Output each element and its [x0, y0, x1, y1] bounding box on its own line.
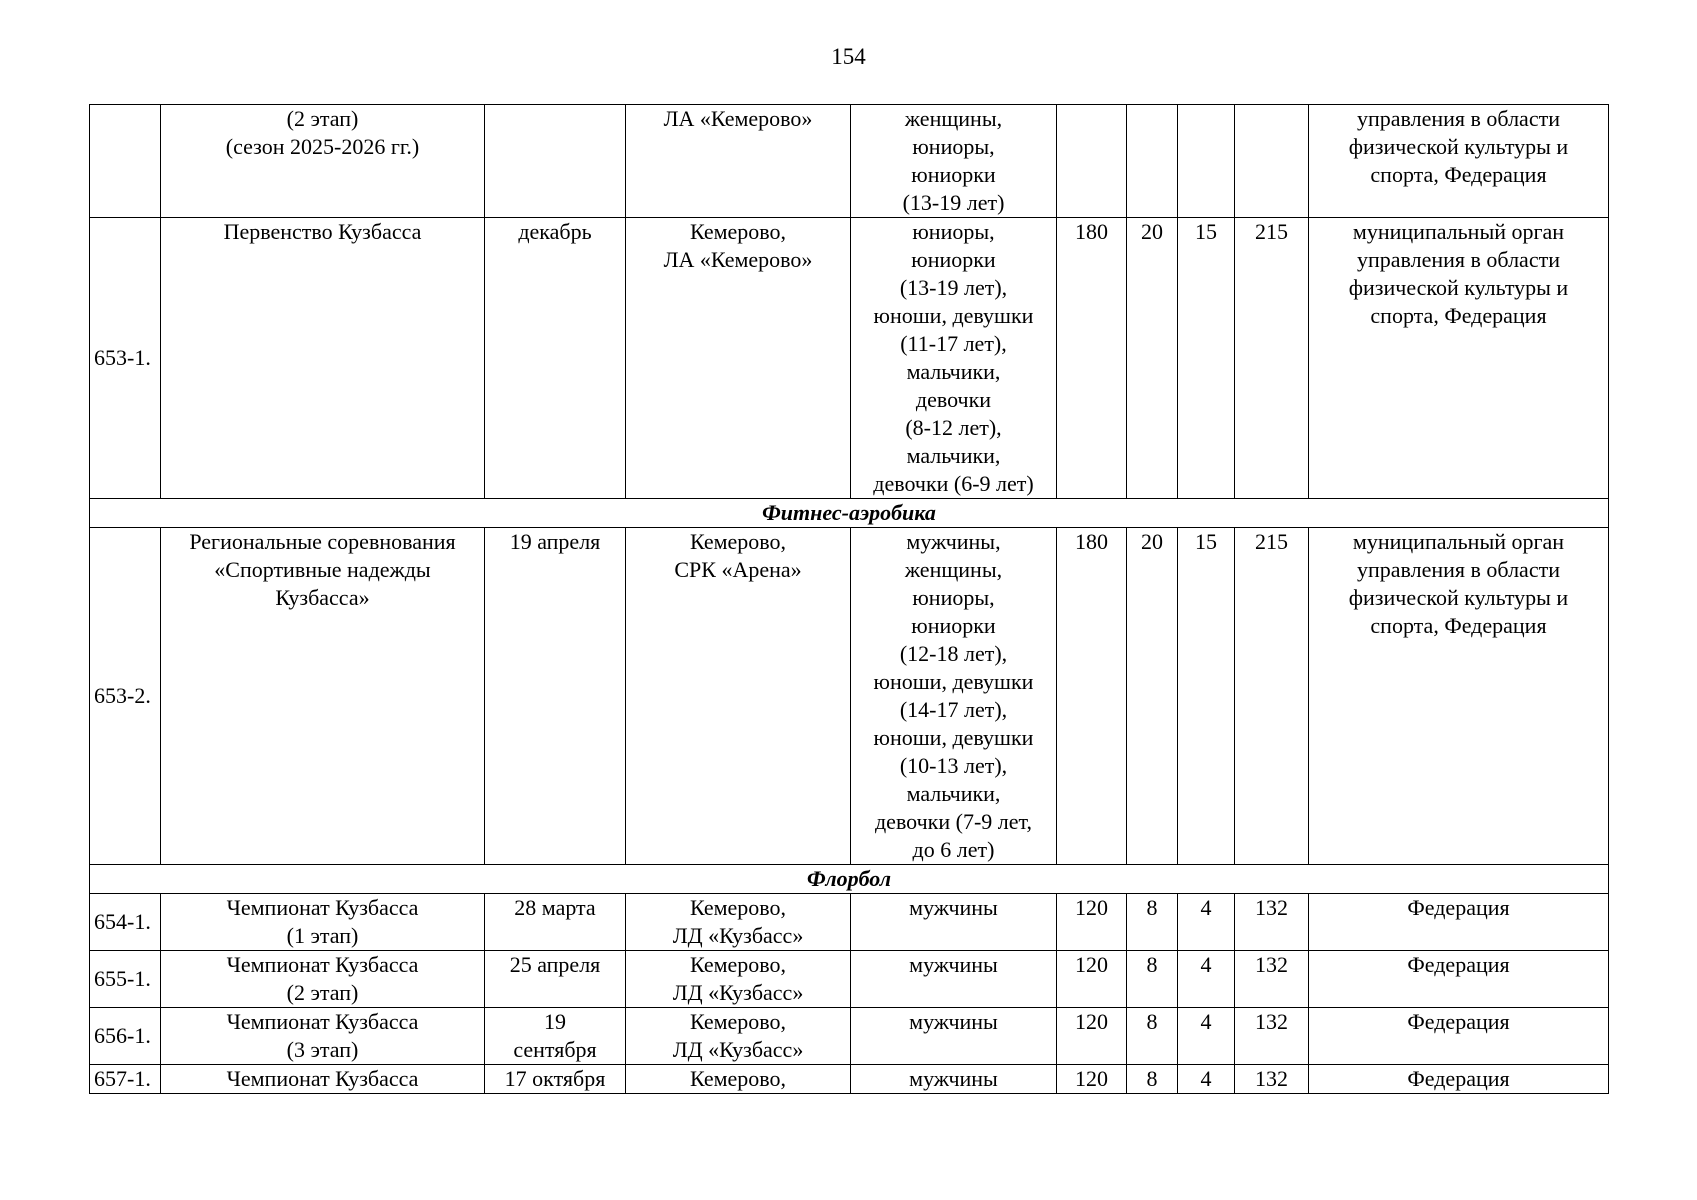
table-row — [90, 1008, 1609, 1065]
judges-count-cell: 15 — [1178, 528, 1235, 865]
section-title: Флорбол — [90, 865, 1609, 894]
judges-count-cell: 15 — [1178, 218, 1235, 499]
athletes-count-cell: 180 — [1057, 528, 1127, 865]
officials-count-cell: 20 — [1127, 218, 1178, 499]
event-name-cell: (2 этап) (сезон 2025-2026 гг.) — [161, 105, 485, 218]
event-place-cell: ЛА «Кемерово» — [626, 105, 851, 218]
event-name-cell: Чемпионат Кузбасса (2 этап) — [161, 951, 485, 1008]
events-table-body — [90, 105, 1609, 1094]
participants-cell: мужчины — [851, 1008, 1057, 1065]
event-number-cell: 655-1. — [90, 951, 161, 1008]
table-row — [90, 1065, 1609, 1094]
event-place-cell: Кемерово, ЛД «Кузбасс» — [626, 894, 851, 951]
athletes-count-cell: 120 — [1057, 894, 1127, 951]
event-place-cell: Кемерово, — [626, 1065, 851, 1094]
section-header-row — [90, 499, 1609, 528]
page-number: 154 — [831, 44, 866, 69]
organizer-cell: Федерация — [1309, 1065, 1609, 1094]
participants-cell: мужчины, женщины, юниоры, юниорки (12-18 лет), юноши, девушки (14-17 лет), юноши, девушки (10-13 лет), мальчики, девочки (7-9 лет, до 6 лет) — [851, 528, 1057, 865]
event-name-cell: Чемпионат Кузбасса (1 этап) — [161, 894, 485, 951]
athletes-count-cell: 120 — [1057, 1065, 1127, 1094]
judges-count-cell: 4 — [1178, 894, 1235, 951]
officials-count-cell: 20 — [1127, 528, 1178, 865]
event-place-cell: Кемерово, СРК «Арена» — [626, 528, 851, 865]
participants-cell: мужчины — [851, 1065, 1057, 1094]
judges-count-cell: 4 — [1178, 951, 1235, 1008]
officials-count-cell: 8 — [1127, 1008, 1178, 1065]
officials-count-cell: 8 — [1127, 951, 1178, 1008]
organizer-cell: управления в области физической культуры и спорта, Федерация — [1309, 105, 1609, 218]
organizer-cell: муниципальный орган управления в области физической культуры и спорта, Федерация — [1309, 218, 1609, 499]
athletes-count-cell: 120 — [1057, 951, 1127, 1008]
total-count-cell: 132 — [1235, 1008, 1309, 1065]
section-title: Фитнес-аэробика — [90, 499, 1609, 528]
event-date-cell — [485, 105, 626, 218]
total-count-cell — [1235, 105, 1309, 218]
total-count-cell: 215 — [1235, 218, 1309, 499]
total-count-cell: 132 — [1235, 894, 1309, 951]
organizer-cell: Федерация — [1309, 1008, 1609, 1065]
table-row — [90, 894, 1609, 951]
judges-count-cell — [1178, 105, 1235, 218]
total-count-cell: 215 — [1235, 528, 1309, 865]
table-row — [90, 528, 1609, 865]
organizer-cell: муниципальный орган управления в области физической культуры и спорта, Федерация — [1309, 528, 1609, 865]
athletes-count-cell: 120 — [1057, 1008, 1127, 1065]
event-date-cell: 17 октября — [485, 1065, 626, 1094]
judges-count-cell: 4 — [1178, 1008, 1235, 1065]
judges-count-cell: 4 — [1178, 1065, 1235, 1094]
event-date-cell: 19 апреля — [485, 528, 626, 865]
event-number-cell — [90, 105, 161, 218]
table-row — [90, 951, 1609, 1008]
event-number-cell: 653-2. — [90, 528, 161, 865]
event-name-cell: Чемпионат Кузбасса (3 этап) — [161, 1008, 485, 1065]
event-date-cell: 25 апреля — [485, 951, 626, 1008]
athletes-count-cell: 180 — [1057, 218, 1127, 499]
participants-cell: женщины, юниоры, юниорки (13-19 лет) — [851, 105, 1057, 218]
event-number-cell: 653-1. — [90, 218, 161, 499]
event-number-cell: 654-1. — [90, 894, 161, 951]
event-place-cell: Кемерово, ЛА «Кемерово» — [626, 218, 851, 499]
participants-cell: юниоры, юниорки (13-19 лет), юноши, девушки (11-17 лет), мальчики, девочки (8-12 лет), мальчики, девочки (6-9 лет) — [851, 218, 1057, 499]
organizer-cell: Федерация — [1309, 951, 1609, 1008]
event-date-cell: декабрь — [485, 218, 626, 499]
event-number-cell: 656-1. — [90, 1008, 161, 1065]
event-place-cell: Кемерово, ЛД «Кузбасс» — [626, 951, 851, 1008]
officials-count-cell: 8 — [1127, 1065, 1178, 1094]
table-row — [90, 218, 1609, 499]
organizer-cell: Федерация — [1309, 894, 1609, 951]
total-count-cell: 132 — [1235, 1065, 1309, 1094]
event-number-cell: 657-1. — [90, 1065, 161, 1094]
event-name-cell: Региональные соревнования «Спортивные надежды Кузбасса» — [161, 528, 485, 865]
participants-cell: мужчины — [851, 951, 1057, 1008]
total-count-cell: 132 — [1235, 951, 1309, 1008]
event-name-cell: Первенство Кузбасса — [161, 218, 485, 499]
event-place-cell: Кемерово, ЛД «Кузбасс» — [626, 1008, 851, 1065]
table-row — [90, 105, 1609, 218]
events-table — [89, 104, 1609, 1094]
section-header-row — [90, 865, 1609, 894]
officials-count-cell: 8 — [1127, 894, 1178, 951]
officials-count-cell — [1127, 105, 1178, 218]
participants-cell: мужчины — [851, 894, 1057, 951]
athletes-count-cell — [1057, 105, 1127, 218]
event-date-cell: 28 марта — [485, 894, 626, 951]
event-date-cell: 19 сентября — [485, 1008, 626, 1065]
event-name-cell: Чемпионат Кузбасса — [161, 1065, 485, 1094]
